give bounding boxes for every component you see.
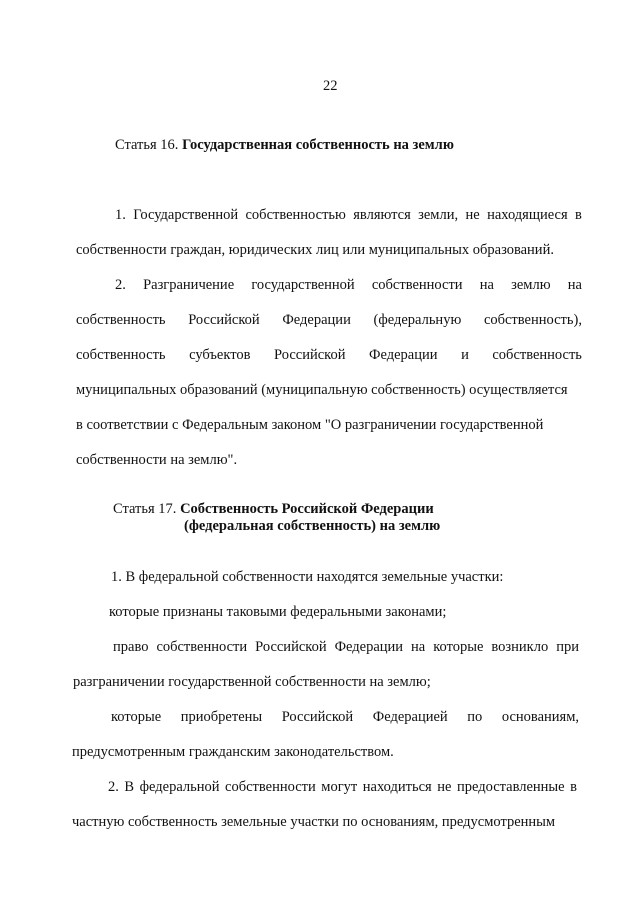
word: земли, [418, 207, 459, 223]
word: Федерации [334, 639, 404, 655]
word: в [570, 779, 577, 795]
article-16-p2-line-3 [76, 346, 582, 364]
article-16-p2-line-2 [76, 311, 582, 329]
article-17-p2-line-1 [108, 778, 577, 796]
word: государственной [251, 277, 355, 293]
article-17-p1-item-3-line-1 [111, 708, 579, 726]
word: 1. [115, 207, 126, 223]
word: собственности [225, 779, 316, 795]
word: собственности [371, 277, 463, 293]
article-17-title-line-1: Собственность Российской Федерации [180, 501, 434, 517]
word: Разграничение [143, 277, 235, 293]
article-17-p1: 1. В федеральной собственности находятся земельные участки: [111, 569, 504, 585]
article-17-p1-item-1: которые признаны таковыми федеральными законами; [109, 604, 447, 620]
word: В [124, 779, 135, 795]
word: 2. [115, 277, 126, 293]
article-17-label: Статья 17. [113, 501, 177, 517]
word: собственность [492, 347, 582, 363]
word: собственностью [245, 207, 346, 223]
article-17-heading-line-1 [113, 500, 434, 518]
article-16-p2-line-6: собственности на землю". [76, 452, 238, 468]
word: на [567, 277, 582, 293]
article-16-title: Государственная собственность на землю [182, 137, 454, 153]
article-17-p1-item-2-line-2: разграничении государственной собственности на землю; [73, 674, 431, 690]
word: землю [511, 277, 551, 293]
word: 2. [108, 779, 119, 795]
article-17-p2-line-2: частную собственность земельные участки по основаниям, предусмотренным [72, 814, 556, 830]
word: Государственной [133, 207, 239, 223]
article-16-label: Статья 16. [115, 137, 179, 153]
word: право [113, 639, 149, 655]
word: на [411, 639, 426, 655]
article-16-p2-line-4: муниципальных образований (муниципальную собственность) осуществляется [76, 382, 568, 398]
word: субъектов [189, 347, 251, 363]
word: Федерации [282, 312, 351, 328]
article-17-p1-item-2-line-1 [113, 638, 579, 656]
word: которые [111, 709, 162, 725]
article-16-p2-line-1 [115, 276, 582, 294]
word: федеральной [139, 779, 220, 795]
word: и [461, 347, 469, 363]
word: собственность), [483, 312, 582, 328]
article-17-title-line-2: (федеральная собственность) на землю [184, 518, 441, 534]
word: (федеральную [373, 312, 462, 328]
article-16-p1-line-1 [115, 206, 582, 224]
word: Федерации [369, 347, 438, 363]
word: Российской [274, 347, 346, 363]
word: по [467, 709, 483, 725]
word: приобретены [180, 709, 263, 725]
word: не [437, 779, 452, 795]
word: на [479, 277, 494, 293]
article-16-heading [115, 136, 454, 154]
article-16-p2-line-5: в соответствии с Федеральным законом "О разграничении государственной [76, 417, 544, 433]
page-number: 22 [323, 78, 338, 94]
word: возникло [491, 639, 549, 655]
word: Российской [281, 709, 354, 725]
word: Российской [188, 312, 260, 328]
article-17-p1-item-3-line-2: предусмотренным гражданским законодательством. [72, 744, 394, 760]
word: при [556, 639, 579, 655]
word: собственность [76, 312, 166, 328]
word: находящиеся [487, 207, 568, 223]
word: собственности [156, 639, 248, 655]
word: Федерацией [372, 709, 448, 725]
word: основаниям, [501, 709, 579, 725]
word: которые [433, 639, 484, 655]
word: являются [353, 207, 411, 223]
article-16-p1-line-2: собственности граждан, юридических лиц или муниципальных образований. [76, 242, 554, 258]
word: находиться [362, 779, 432, 795]
word: предоставленные [456, 779, 565, 795]
word: в [575, 207, 582, 223]
word: могут [321, 779, 358, 795]
word: Российской [255, 639, 327, 655]
word: собственность [76, 347, 166, 363]
word: не [465, 207, 480, 223]
